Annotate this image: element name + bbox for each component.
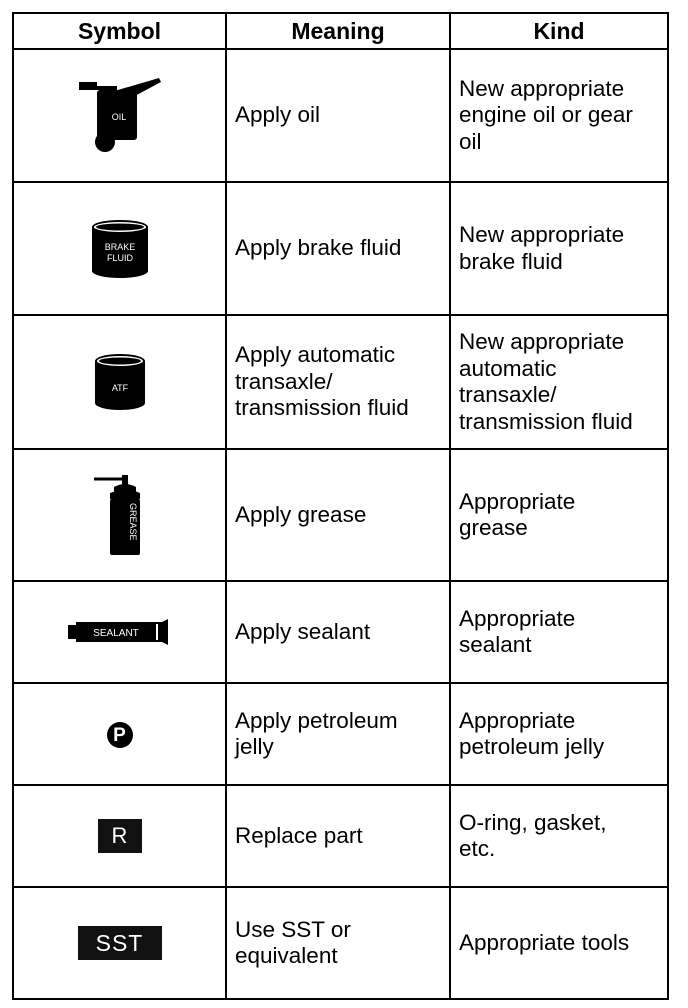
kind-cell: Appropriate petroleum jelly — [450, 683, 668, 785]
table-row — [13, 887, 668, 999]
header-meaning: Meaning — [226, 13, 450, 49]
table-row — [13, 683, 668, 785]
kind-cell: New appropriate automatic transaxle/ transmission fluid — [450, 315, 668, 449]
symbol-cell — [13, 887, 226, 999]
replace-part-icon: R — [98, 819, 142, 853]
symbol-cell — [13, 683, 226, 785]
oil-icon-label: OIL — [111, 111, 126, 122]
meaning-cell: Apply sealant — [226, 581, 450, 683]
sst-icon: SST — [78, 926, 162, 960]
header-kind: Kind — [450, 13, 668, 49]
meaning-cell: Apply brake fluid — [226, 182, 450, 315]
kind-cell: Appropriate sealant — [450, 581, 668, 683]
kind-cell: O-ring, gasket, etc. — [450, 785, 668, 887]
symbol-legend-table — [12, 12, 669, 1000]
kind-cell: New appropriate brake fluid — [450, 182, 668, 315]
meaning-cell: Use SST or equivalent — [226, 887, 450, 999]
sealant-icon-label: SEALANT — [92, 628, 139, 640]
brake-icon-label-line2: FLUID — [106, 252, 133, 263]
symbol-cell — [13, 182, 226, 315]
header-symbol: Symbol — [13, 13, 226, 49]
meaning-cell: Apply automatic transaxle/ transmission fluid — [226, 315, 450, 449]
table-row — [13, 785, 668, 887]
meaning-cell: Replace part — [226, 785, 450, 887]
symbol-cell — [13, 449, 226, 581]
kind-cell: Appropriate grease — [450, 449, 668, 581]
symbol-cell — [13, 49, 226, 182]
grease-icon-label: GREASE — [127, 503, 138, 541]
symbol-cell — [13, 315, 226, 449]
header-row — [13, 13, 668, 49]
table-row — [13, 182, 668, 315]
table-row — [13, 449, 668, 581]
brake-fluid-can-icon — [89, 219, 151, 279]
table-row — [13, 49, 668, 182]
table-row — [13, 581, 668, 683]
sealant-tube-icon — [68, 618, 172, 646]
grease-spray-icon — [90, 473, 150, 557]
oil-can-icon — [75, 76, 165, 156]
brake-icon-label-line1: BRAKE — [104, 241, 135, 252]
symbol-cell — [13, 581, 226, 683]
meaning-cell: Apply grease — [226, 449, 450, 581]
atf-can-icon — [92, 353, 148, 411]
atf-icon-label: ATF — [111, 383, 128, 393]
meaning-cell: Apply oil — [226, 49, 450, 182]
table-row — [13, 315, 668, 449]
kind-cell: Appropriate tools — [450, 887, 668, 999]
kind-cell: New appropriate engine oil or gear oil — [450, 49, 668, 182]
symbol-cell — [13, 785, 226, 887]
meaning-cell: Apply petroleum jelly — [226, 683, 450, 785]
petroleum-jelly-icon: P — [107, 722, 133, 748]
